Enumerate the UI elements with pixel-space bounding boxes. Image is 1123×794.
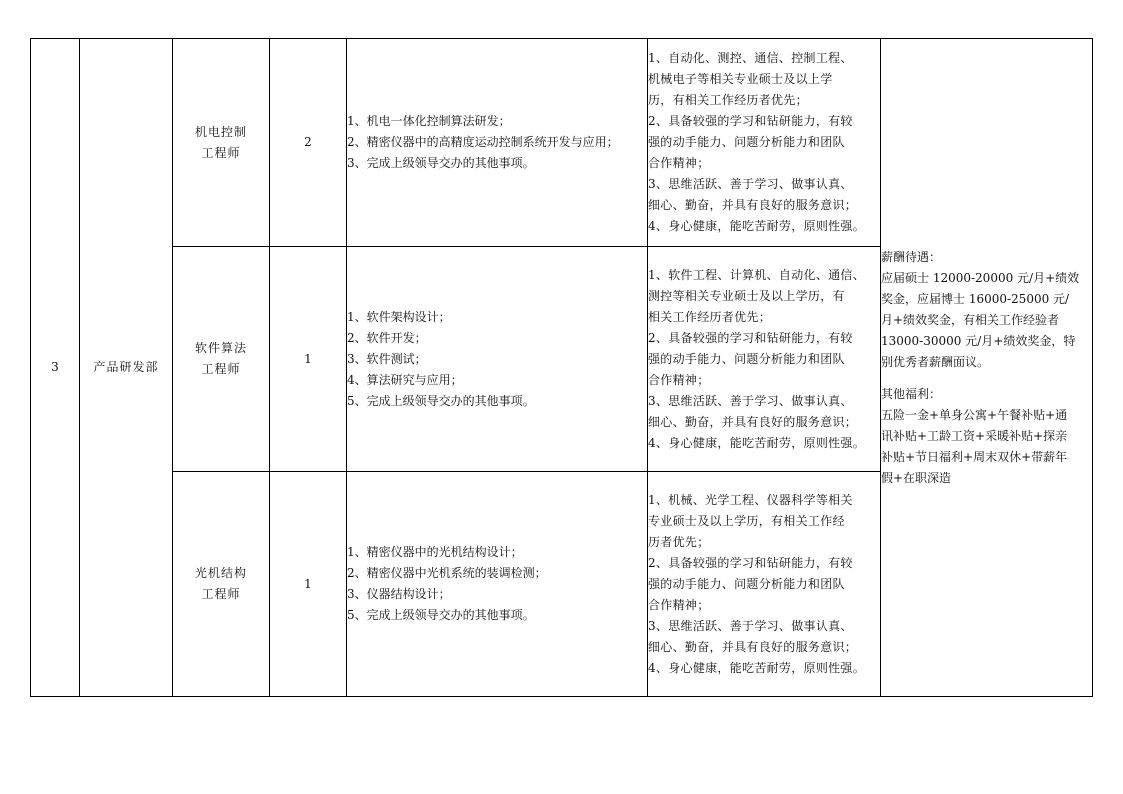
duty-item: 3、软件测试； [347, 351, 427, 366]
duty-item: 5、完成上级领导交办的其他事项。 [347, 393, 535, 408]
table-row [31, 39, 1093, 247]
requirement-line: 1、自动化、测控、通信、控制工程、 [648, 51, 853, 65]
requirement-line: 1、机械、光学工程、仪器科学等相关 [648, 492, 853, 507]
row-number-cell: 3 [31, 39, 80, 697]
job-listing-table [30, 38, 1093, 697]
requirement-line: 1、软件工程、计算机、自动化、通信、 [648, 267, 866, 282]
headcount-cell: 1 [270, 472, 347, 697]
requirement-line: 2、具备较强的学习和钻研能力，有较 [648, 114, 853, 128]
position-title-cell [173, 247, 270, 472]
requirement-line: 合作精神； [648, 597, 710, 612]
requirement-line: 合作精神； [648, 156, 710, 170]
duty-item: 1、软件架构设计； [347, 309, 451, 324]
requirements-cell [648, 39, 881, 247]
salary-line: 13000-30000 元/月+绩效奖金，特 [881, 333, 1076, 348]
duties-cell [347, 39, 648, 247]
requirement-line: 相关工作经历者优先； [648, 309, 772, 324]
position-title-line: 光机结构 [194, 566, 247, 580]
position-title-line: 工程师 [201, 145, 241, 160]
requirement-line: 合作精神； [648, 372, 710, 387]
duties-cell [347, 247, 648, 472]
salary-line: 奖金，应届博士 16000-25000 元/ [881, 291, 1070, 306]
salary-line: 月+绩效奖金，有相关工作经验者 [881, 312, 1060, 327]
welfare-line: 讯补贴+工龄工资+采暖补贴+探亲 [881, 428, 1068, 443]
duty-item: 5、完成上级领导交办的其他事项。 [347, 608, 535, 622]
duties-cell [347, 472, 648, 697]
requirement-line: 3、思维活跃、善于学习、做事认真、 [648, 393, 853, 408]
welfare-line: 补贴+节日福利+周末双休+带薪年 [881, 449, 1068, 464]
duty-item: 2、精密仪器中光机系统的装调检测； [347, 566, 547, 580]
requirement-line: 强的动手能力、问题分析能力和团队 [648, 135, 845, 149]
requirement-line: 强的动手能力、问题分析能力和团队 [648, 351, 845, 366]
requirement-line: 测控等相关专业硕士及以上学历，有 [648, 288, 845, 303]
duty-item: 3、完成上级领导交办的其他事项。 [347, 156, 535, 170]
position-title-cell [173, 39, 270, 247]
position-title-line: 软件算法 [194, 341, 247, 355]
headcount-cell: 1 [270, 247, 347, 472]
requirement-line: 3、思维活跃、善于学习、做事认真、 [648, 177, 853, 191]
headcount-cell: 2 [270, 39, 347, 247]
requirement-line: 强的动手能力、问题分析能力和团队 [648, 576, 845, 591]
requirement-line: 历者优先； [648, 534, 710, 549]
requirement-line: 4、身心健康，能吃苦耐劳，原则性强。 [648, 660, 866, 675]
requirement-line: 3、思维活跃、善于学习、做事认真、 [648, 618, 853, 633]
duty-item: 2、软件开发； [347, 330, 427, 345]
requirements-cell [648, 247, 881, 472]
welfare-line: 假+在职深造 [881, 470, 952, 485]
requirement-line: 4、身心健康，能吃苦耐劳，原则性强。 [648, 435, 866, 450]
requirement-line: 细心、勤奋，并具有良好的服务意识； [648, 198, 858, 212]
requirement-line: 历，有相关工作经历者优先； [648, 93, 808, 107]
position-title-cell [173, 472, 270, 697]
requirement-line: 细心、勤奋，并具有良好的服务意识； [648, 639, 858, 654]
salary-line: 应届硕士 12000-20000 元/月+绩效 [881, 270, 1080, 285]
position-title-line: 机电控制 [194, 124, 247, 139]
salary-line: 别优秀者薪酬面议。 [881, 354, 990, 369]
requirement-line: 机械电子等相关专业硕士及以上学 [648, 72, 833, 86]
benefits-cell [881, 39, 1093, 697]
requirement-line: 2、具备较强的学习和钻研能力，有较 [648, 330, 853, 345]
position-title-line: 工程师 [201, 587, 241, 601]
requirements-cell [648, 472, 881, 697]
department-cell: 产品研发部 [80, 39, 173, 697]
position-title-line: 工程师 [201, 362, 241, 376]
duty-item: 4、算法研究与应用； [347, 372, 463, 387]
requirement-line: 细心、勤奋，并具有良好的服务意识； [648, 414, 858, 429]
requirement-line: 2、具备较强的学习和钻研能力，有较 [648, 555, 853, 570]
section-spacer [881, 373, 1092, 384]
welfare-line: 五险一金+单身公寓+午餐补贴+通 [881, 407, 1068, 422]
duty-item: 1、精密仪器中的光机结构设计； [347, 545, 523, 559]
requirement-line: 4、身心健康，能吃苦耐劳，原则性强。 [648, 219, 866, 233]
salary-heading: 薪酬待遇： [881, 249, 942, 264]
welfare-heading: 其他福利： [881, 386, 942, 401]
requirement-line: 专业硕士及以上学历，有相关工作经 [648, 513, 845, 528]
duty-item: 3、仪器结构设计； [347, 587, 451, 601]
duty-item: 1、机电一体化控制算法研发； [347, 114, 511, 128]
duty-item: 2、精密仪器中的高精度运动控制系统开发与应用； [347, 135, 619, 149]
